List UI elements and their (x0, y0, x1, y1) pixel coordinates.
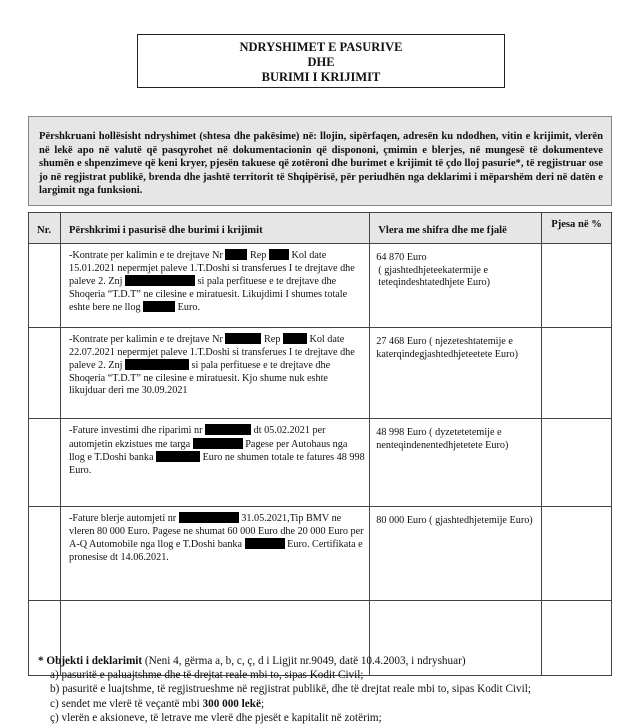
redaction (245, 538, 285, 549)
footer-notes (38, 654, 618, 725)
redaction (143, 301, 175, 312)
redaction (125, 359, 189, 370)
nr-cell (29, 507, 61, 601)
footer-item-d: ç) vlerën e aksioneve, të letrave me vlerë dhe pjesët e kapitalit në zotërim; (50, 711, 382, 724)
share-cell (542, 507, 612, 601)
footer-lead: * Objekti i deklarimit (Neni 4, gërma a, b, c, ç, d i Ligjit nr.9049, datë 10.4.2003, i ndryshuar) (38, 655, 466, 667)
header-share: Pjesa në % (542, 213, 612, 244)
description-cell: -Kontrate per kalimin e te drejtave Nr Rep Kol date 22.07.2021 nepermjet paleve 1.T.Doshi si transferues I te drejtave dhe paleve 2. Znj si pala perfituese e te drejtave dhe Shoqeria “T.D.T” ne cilesine e miratuesit. Kjo shume nuk eshte likujduar deri me 30.09.2021 (60, 328, 369, 419)
nr-cell (29, 328, 61, 419)
nr-cell (29, 244, 61, 328)
value-cell: 80 000 Euro ( gjashtedhjetemije Euro) (370, 507, 542, 601)
redaction (193, 438, 243, 449)
footer-heading: Objekti i deklarimit (46, 655, 143, 667)
description-cell: -Fature investimi dhe riparimi nr dt 05.02.2021 per automjetin ekzistues me targa Pagese per Autohaus nga llog e T.Doshi banka Euro ne shumen totale te fatures 48 998 Euro. (60, 419, 369, 507)
value-cell: 48 998 Euro ( dyzetetetemije e nenteqindenentedhjetetete Euro) (370, 419, 542, 507)
title-line-2: DHE (307, 55, 335, 69)
instructions-text: Përshkruani hollësisht ndryshimet (shtesa dhe pakësime) në: llojin, sipërfaqen, adresën ku ndodhen, vitin e krijimit, vlerën në lekë apo në valutë që pasqyrohet në dokumentacionin që dispononi, çmimin e blerjes, në mungesë të dokumenteve shumën e shpenzimeve që keni kryer, pjesën takuese që zotëroni dhe burimet e krijimit të çdo lloj pasurie*, të regjistruar ose jo në regjistrat publikë, brenda dhe jashtë territorit të Shqipërisë, për periudhën nga deklarimi i mëparshëm deri në datën e largimit nga funksioni. (39, 131, 603, 197)
title-line-3: BURIMI I KRIJIMIT (261, 70, 381, 84)
share-cell (542, 244, 612, 328)
footer-item-c: c) sendet me vlerë të veçantë mbi 300 000 lekë; (50, 697, 265, 710)
nr-cell (29, 419, 61, 507)
redaction (269, 249, 289, 260)
footer-item-a: a) pasuritë e paluajtshme dhe të drejtat reale mbi to, sipas Kodit Civil; (50, 669, 364, 682)
footer-item-b: b) pasuritë e luajtshme, të regjistrueshme në regjistrat publikë, dhe të drejtat reale mbi to, sipas Kodit Civil; (50, 683, 531, 696)
header-value: Vlera me shifra dhe me fjalë (370, 213, 542, 244)
description-cell: -Kontrate per kalimin e te drejtave Nr Rep Kol date 15.01.2021 nepermjet paleve 1.T.Doshi si transferues I te drejtave dhe paleve 2. Znj si pala perfituese e te drejtave dhe Shoqeria “T.D.T” ne cilesine e miratuesit. Likujdimi I shumes totale eshte bere ne llog Euro. (60, 244, 369, 328)
redaction (225, 333, 261, 344)
value-cell: 64 870 Euro ( gjashtedhjeteekatermije e teteqindeshtatedhjete Euro) (370, 244, 542, 328)
table-header-row (29, 213, 612, 244)
title-line-1: NDRYSHIMET E PASURIVE (239, 40, 403, 54)
redaction (156, 451, 200, 462)
instructions-box (28, 116, 612, 206)
share-cell (542, 419, 612, 507)
header-nr: Nr. (29, 213, 61, 244)
share-cell (542, 328, 612, 419)
description-cell: -Fature blerje automjeti nr 31.05.2021,Tip BMV ne vleren 80 000 Euro. Pagese ne shumat 60 000 Euro dhe 20 000 Euro per A-Q Automobile nga llog e T.Doshi banka Euro. Certifikata e pronesise dt 14.06.2021. (60, 507, 369, 601)
redaction (179, 512, 239, 523)
table-row (29, 419, 612, 507)
redaction (225, 249, 247, 260)
assets-table (28, 212, 612, 676)
value-cell: 27 468 Euro ( njezeteshtatemije e katerqindegjashtedhjeteetete Euro) (370, 328, 542, 419)
redaction (125, 275, 195, 286)
header-description: Përshkrimi i pasurisë dhe burimi i krijimit (60, 213, 369, 244)
table-row (29, 244, 612, 328)
table-row (29, 328, 612, 419)
table-row (29, 507, 612, 601)
title-box (137, 34, 505, 88)
redaction (205, 424, 251, 435)
redaction (283, 333, 307, 344)
